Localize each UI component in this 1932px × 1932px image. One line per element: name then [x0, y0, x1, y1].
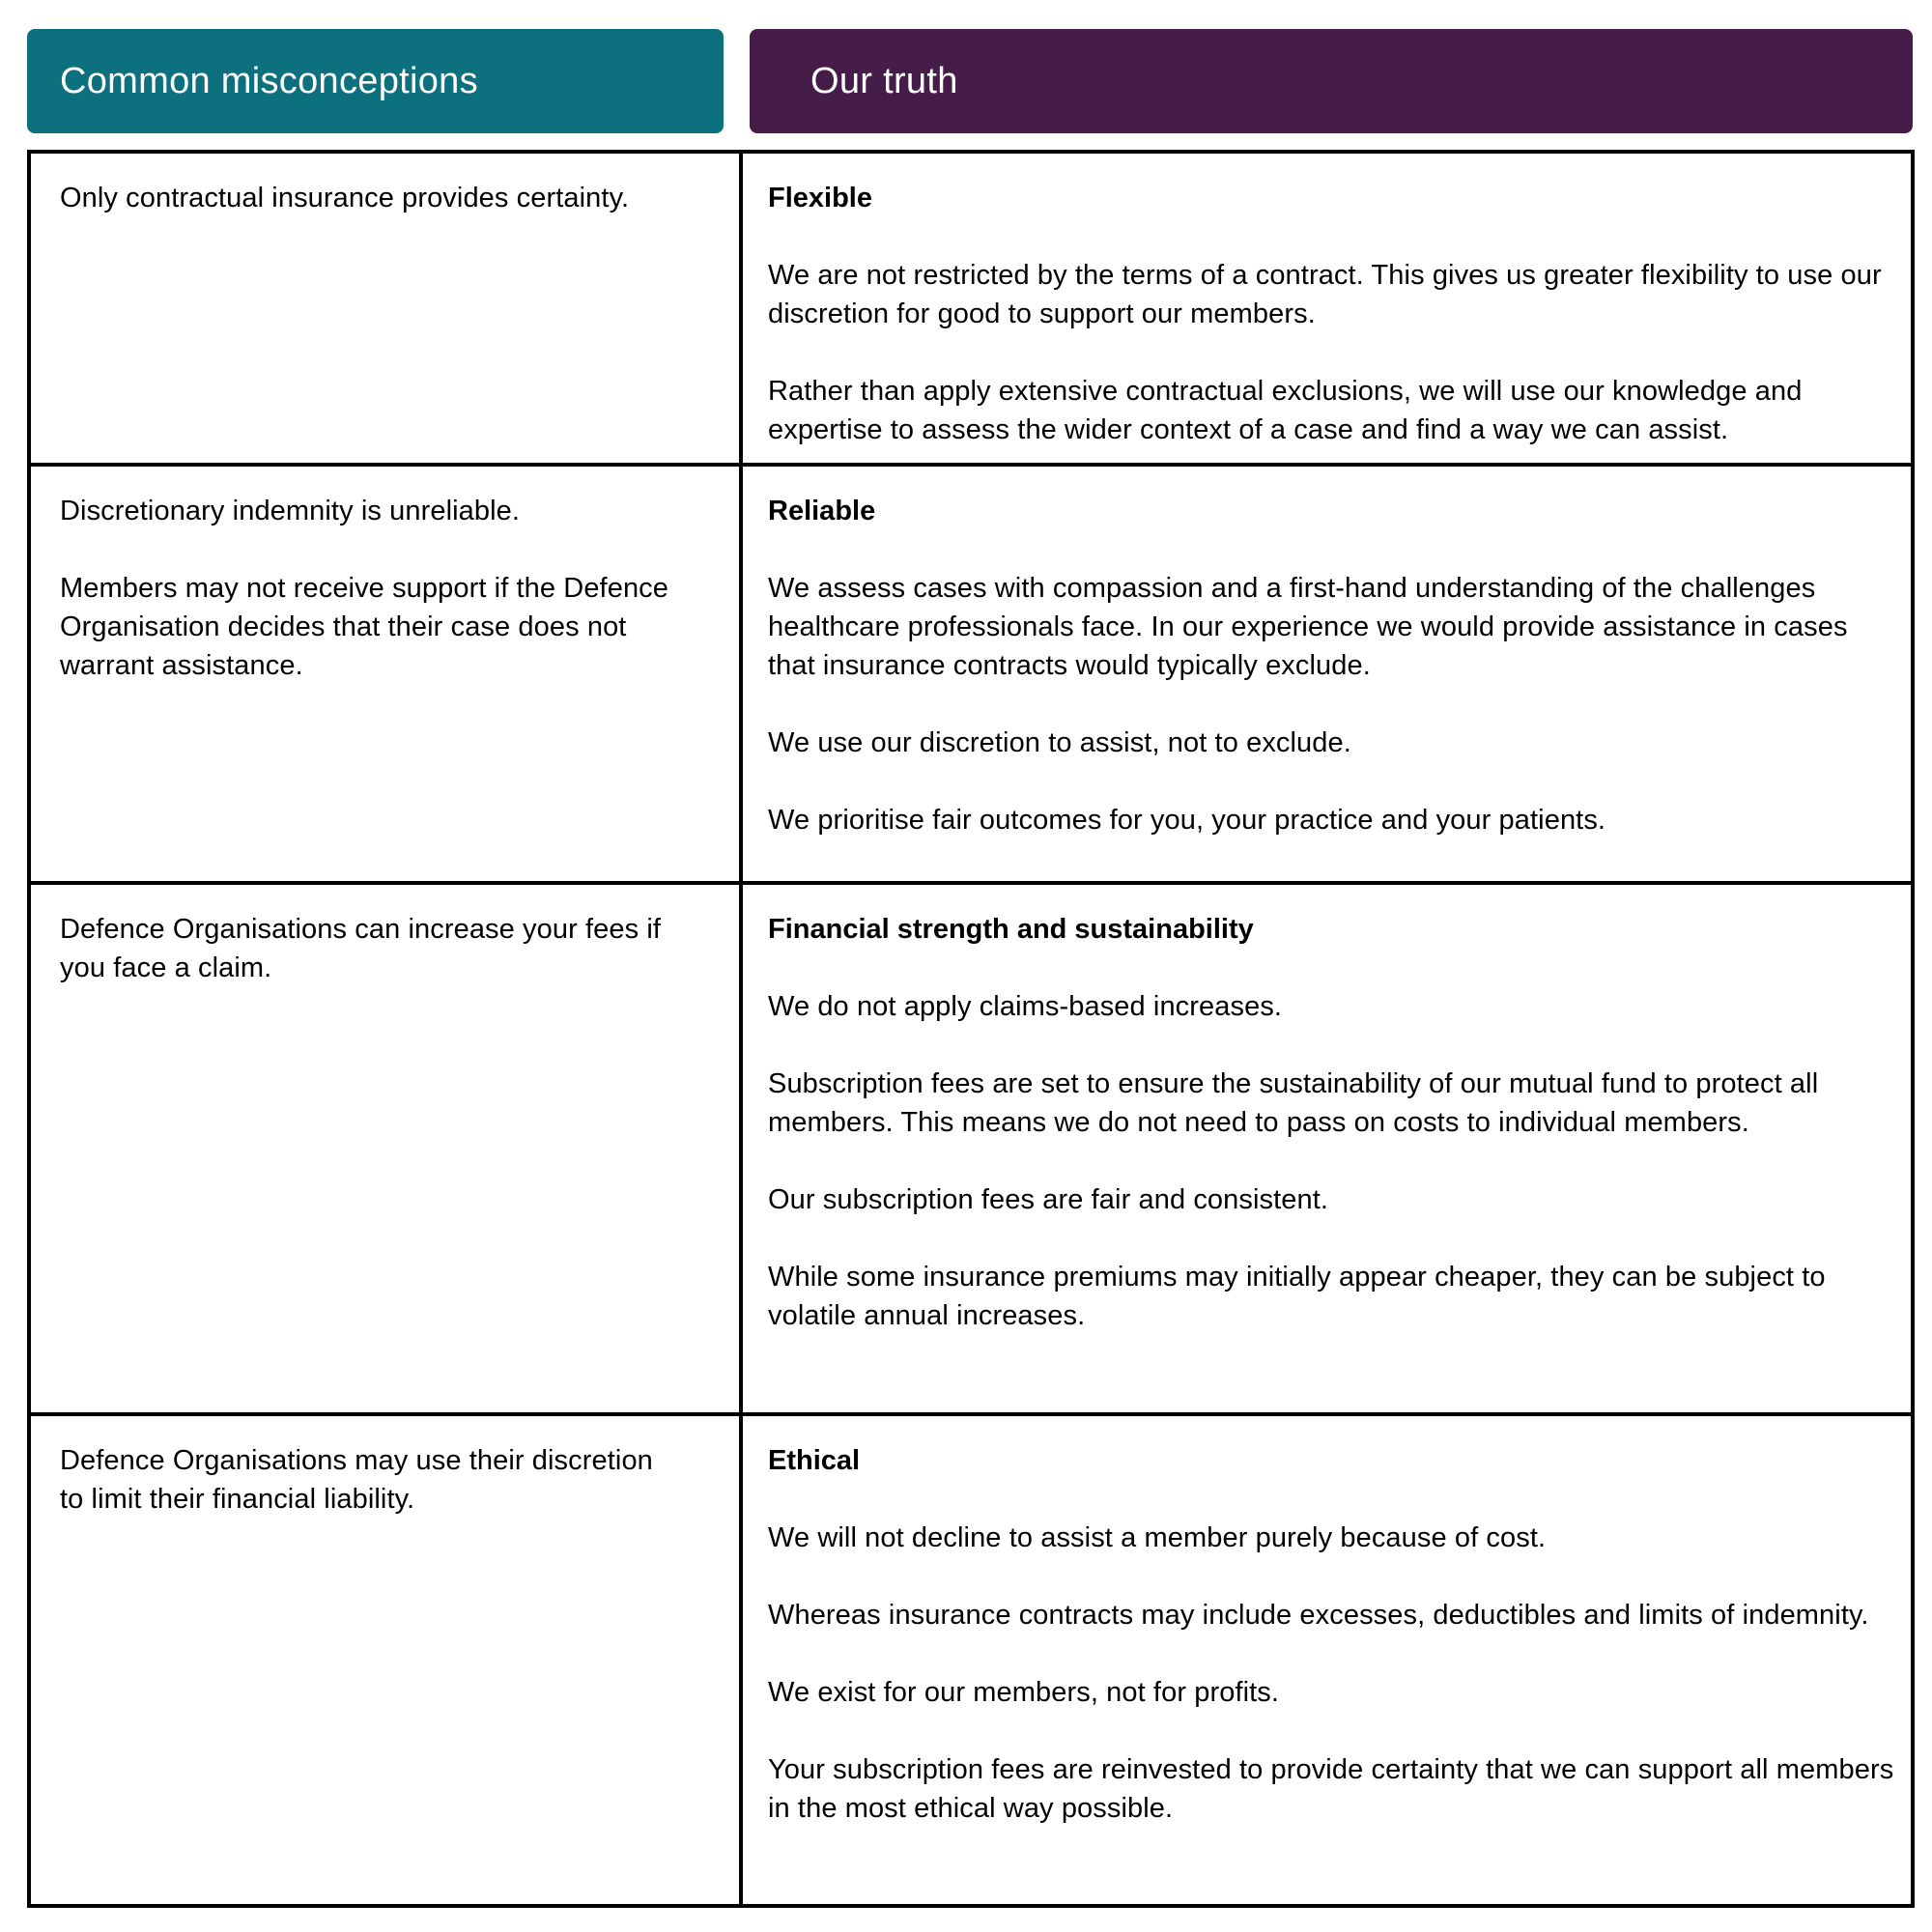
misconception-text: Defence Organisations can increase your fees if you face a claim.	[60, 914, 662, 983]
table-row-reliable	[31, 463, 1911, 881]
table-row-flexible	[31, 154, 1911, 463]
misconception-cell	[31, 467, 743, 881]
truth-paragraph: We are not restricted by the terms of a contract. This gives us greater flexibility to use our discretion for good to support our members.	[768, 260, 1882, 329]
truth-cell	[743, 1416, 1911, 1904]
truth-paragraph: Subscription fees are set to ensure the sustainability of our mutual fund to protect all members. This means we do not need to pass on costs to individual members.	[768, 1068, 1819, 1138]
table-row-financial-strength	[31, 881, 1911, 1412]
truth-heading: Ethical	[768, 1445, 861, 1476]
misconception-text: Discretionary indemnity is unreliable.	[60, 496, 521, 526]
misconception-cell	[31, 154, 743, 463]
truth-cell	[743, 885, 1911, 1412]
misconception-cell	[31, 1416, 743, 1904]
misconception-cell	[31, 885, 743, 1412]
truth-header: Our truth	[750, 29, 1913, 133]
misconception-text: Members may not receive support if the Defence Organisation decides that their case does not warrant assistance.	[60, 573, 668, 681]
truth-paragraph: Whereas insurance contracts may include excesses, deductibles and limits of indemnity.	[768, 1600, 1869, 1631]
misconception-text: Defence Organisations may use their discretion to limit their financial liability.	[60, 1445, 653, 1515]
truth-paragraph: We will not decline to assist a member purely because of cost.	[768, 1522, 1547, 1553]
truth-paragraph: We prioritise fair outcomes for you, your practice and your patients.	[768, 805, 1606, 836]
truth-paragraph: Your subscription fees are reinvested to provide certainty that we can support all members in the most ethical way possible.	[768, 1754, 1894, 1824]
truth-paragraph: We exist for our members, not for profits.	[768, 1677, 1280, 1708]
truth-cell	[743, 467, 1911, 881]
truth-paragraph: While some insurance premiums may initially appear cheaper, they can be subject to volatile annual increases.	[768, 1262, 1826, 1331]
truth-paragraph: We use our discretion to assist, not to exclude.	[768, 727, 1351, 758]
misconceptions-header: Common misconceptions	[27, 29, 724, 133]
table-row-ethical	[31, 1412, 1911, 1904]
truth-paragraph: Our subscription fees are fair and consistent.	[768, 1184, 1329, 1215]
misconception-text: Only contractual insurance provides certainty.	[60, 183, 630, 213]
truth-paragraph: We assess cases with compassion and a first-hand understanding of the challenges healthcare professionals face. In our experience we would provide assistance in cases that insurance contracts would typically exclude.	[768, 573, 1848, 681]
truth-cell	[743, 154, 1911, 463]
truth-heading: Financial strength and sustainability	[768, 914, 1254, 945]
truth-paragraph: Rather than apply extensive contractual exclusions, we will use our knowledge and expertise to assess the wider context of a case and find a way we can assist.	[768, 376, 1803, 445]
truth-heading: Flexible	[768, 183, 872, 213]
truth-heading: Reliable	[768, 496, 876, 526]
truth-paragraph: We do not apply claims-based increases.	[768, 991, 1283, 1022]
comparison-table	[27, 150, 1915, 1908]
